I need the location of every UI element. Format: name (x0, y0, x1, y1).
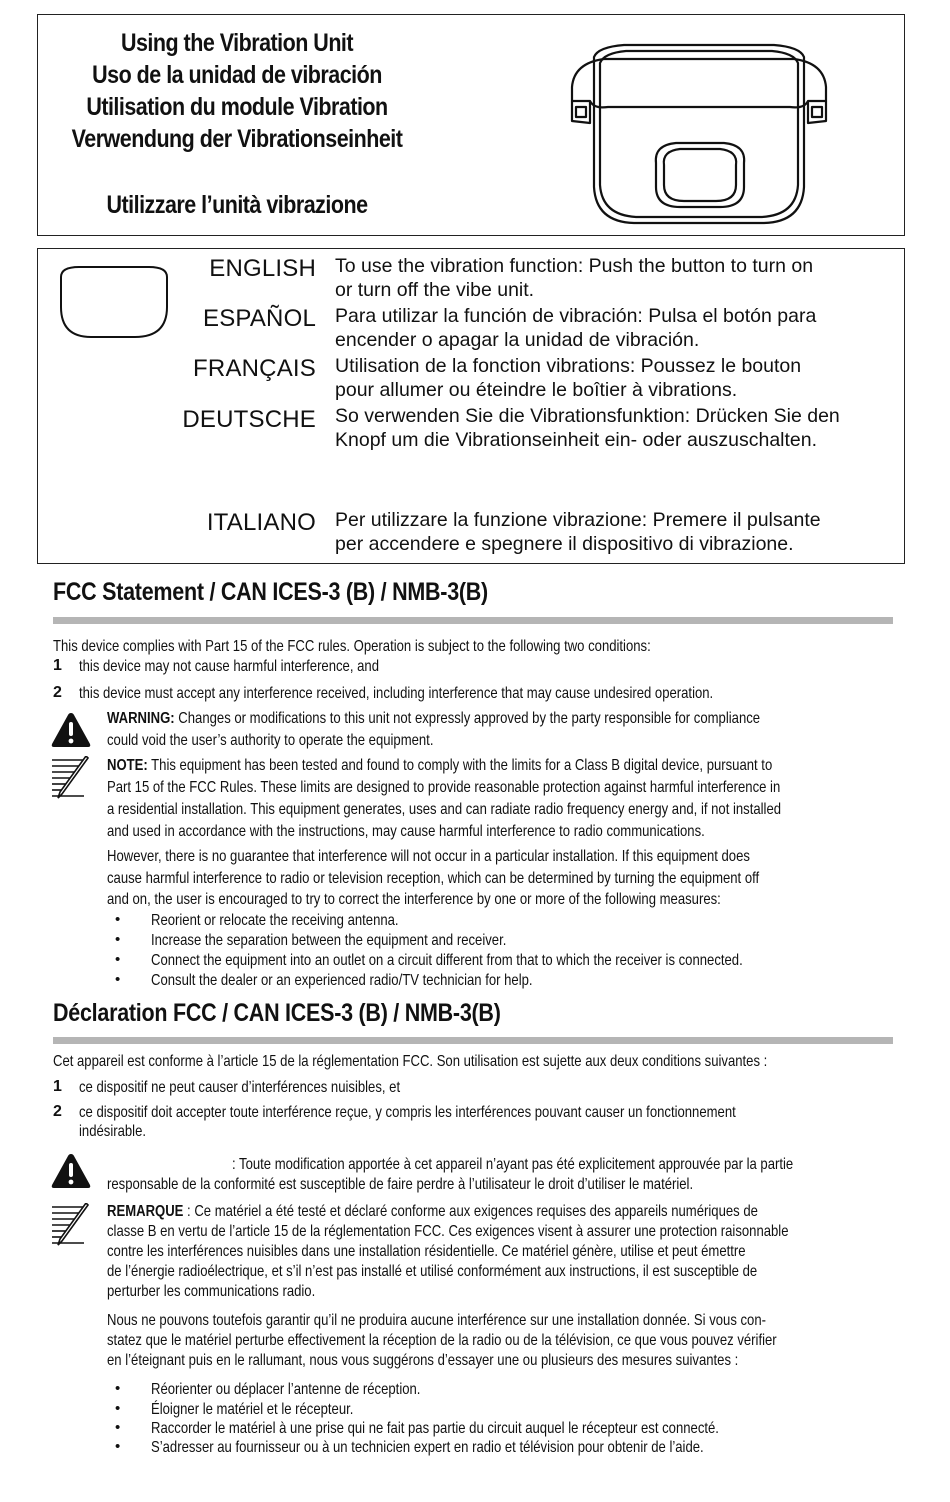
measure-item: S’adresser au fournisseur ou à un technicien expert en radio et télévision pour obtenir de l’aide. (151, 1439, 704, 1456)
condition-number: 2 (53, 1103, 62, 1120)
note-text-line: and on, the user is encouraged to try to correct the interference by one or more of the following measures: (107, 891, 721, 908)
warning-text-line: WARNING: Changes or modifications to this unit not expressly approved by the party responsible for compliance (107, 710, 761, 727)
note-text-line: However, there is no guarantee that interference will not occur in a particular installation. If this equipment does (107, 848, 750, 865)
measure-item: Reorient or relocate the receiving antenna. (151, 912, 399, 929)
note-text-line: and used in accordance with the instructions, may cause harmful interference to radio communications. (107, 823, 705, 840)
note-pencil-icon (50, 756, 92, 800)
measure-item: Consult the dealer or an experienced radio/TV technician for help. (151, 972, 533, 989)
title-german: Verwendung der Vibrationseinheit (71, 125, 403, 153)
bullet: • (115, 971, 121, 988)
warning-triangle-icon (50, 1152, 92, 1190)
bullet: • (115, 1380, 121, 1397)
condition-text: ce dispositif doit accepter toute interférence reçue, y compris les interférences pouvant causer un fonctionnement (79, 1104, 736, 1121)
title-italian: Utilizzare l’unità vibrazione (106, 191, 368, 219)
condition-number: 1 (53, 1078, 62, 1095)
fr-paragraph-line: statez que le matériel perturbe effectivement la réception de la radio ou de la télévision, ce que vous pouvez vérifier (107, 1332, 777, 1349)
measure-item: Increase the separation between the equipment and receiver. (151, 932, 507, 949)
lang-label-spanish: ESPAÑOL (203, 305, 316, 332)
language-instructions-box (37, 248, 905, 564)
condition-text: indésirable. (79, 1123, 147, 1140)
warning-triangle-icon (50, 711, 92, 749)
lang-text-spanish: Para utilizar la función de vibración: Pulsa el botón para encender o apagar la unidad de vibración. (335, 305, 817, 351)
note-text-line: Part 15 of the FCC Rules. These limits are designed to provide reasonable protection against harmful interference in (107, 779, 781, 796)
measure-item: Éloigner le matériel et le récepteur. (151, 1401, 354, 1418)
section-divider (53, 1037, 893, 1044)
note-pencil-icon (50, 1203, 92, 1247)
title-french: Utilisation du module Vibration (86, 93, 388, 121)
lang-text-english: To use the vibration function: Push the button to turn on or turn off the vibe unit. (335, 255, 814, 301)
fcc-fr-title: Déclaration FCC / CAN ICES-3 (B) / NMB-3(B) (53, 999, 501, 1027)
note-text-line: NOTE: This equipment has been tested and found to comply with the limits for a Class B digital device, pursuant to (107, 757, 773, 774)
note-text-line: cause harmful interference to radio or television reception, which can be determined by turning the equipment off (107, 870, 760, 887)
condition-text: this device must accept any interference received, including interference that may cause undesired operation. (79, 685, 714, 702)
section-divider (53, 617, 893, 624)
warning-text-line: could void the user’s authority to operate the equipment. (107, 732, 434, 749)
bullet: • (115, 911, 121, 928)
fcc-fr-intro: Cet appareil est conforme à l’article 15 de la réglementation FCC. Son utilisation est sujette aux deux conditions suivantes : (53, 1053, 768, 1070)
remark-text-line: classe B en vertu de l’article 15 de la réglementation FCC. Ces exigences visent à assurer une protection raisonnable (107, 1223, 789, 1240)
remark-text-line: de l’énergie radioélectrique, et s’il n’est pas installé et utilisé conformément aux instructions, il est susceptible de (107, 1263, 758, 1280)
fcc-title: FCC Statement / CAN ICES-3 (B) / NMB-3(B) (53, 578, 488, 606)
fr-paragraph-line: Nous ne pouvons toutefois garantir qu’il ne produira aucune interférence sur une installation donnée. Si vous con- (107, 1312, 766, 1329)
measure-item: Connect the equipment into an outlet on a circuit different from that to which the receiver is connected. (151, 952, 743, 969)
lang-label-french: FRANÇAIS (193, 355, 316, 382)
condition-number: 2 (53, 684, 62, 701)
warning-fr-text-line: responsable de la conformité est susceptible de faire perdre à l’utilisateur le droit d’utiliser le matériel. (107, 1176, 694, 1193)
title-spanish: Uso de la unidad de vibración (92, 61, 382, 89)
warning-fr-text-line: : Toute modification apportée à cet appareil n’ayant pas été explicitement approuvée par la partie (232, 1156, 794, 1173)
condition-number: 1 (53, 657, 62, 674)
fr-paragraph-line: en l’éteignant puis en le rallumant, nous vous suggérons d’essayer une ou plusieurs des mesures suivantes : (107, 1352, 739, 1369)
lang-label-italian: ITALIANO (206, 509, 316, 536)
remark-text-line: perturber les communications radio. (107, 1283, 316, 1300)
remark-text-line: contre les interférences nuisibles dans une installation résidentielle. Ce matériel génère, utilise et peut émettre (107, 1243, 746, 1260)
bullet: • (115, 1419, 121, 1436)
lang-text-german: So verwenden Sie die Vibrationsfunktion: Drücken Sie den Knopf um die Vibrationseinheit ein- oder auszuschalten. (335, 405, 840, 451)
bullet: • (115, 1438, 121, 1455)
fcc-intro: This device complies with Part 15 of the FCC rules. Operation is subject to the following two conditions: (53, 638, 651, 655)
button-illustration (55, 263, 171, 341)
lang-label-german: DEUTSCHE (182, 406, 316, 433)
title-english: Using the Vibration Unit (120, 29, 354, 57)
vibration-unit-illustration (564, 37, 832, 227)
lang-text-italian: Per utilizzare la funzione vibrazione: Premere il pulsante per accendere e spegnere il dispositivo di vibrazione. (335, 509, 821, 555)
condition-text: ce dispositif ne peut causer d’interférences nuisibles, et (79, 1079, 401, 1096)
remark-text-line: REMARQUE : Ce matériel a été testé et déclaré conforme aux exigences requises des appareils numériques de (107, 1203, 758, 1220)
bullet: • (115, 1400, 121, 1417)
lang-label-english: ENGLISH (209, 255, 316, 282)
title-box (37, 14, 905, 236)
note-text-line: a residential installation. This equipment generates, uses and can radiate radio frequency energy and, if not installed (107, 801, 782, 818)
bullet: • (115, 951, 121, 968)
measure-item: Réorienter ou déplacer l’antenne de réception. (151, 1381, 421, 1398)
bullet: • (115, 931, 121, 948)
lang-text-french: Utilisation de la fonction vibrations: Poussez le bouton pour allumer ou éteindre le boîtier à vibrations. (335, 355, 802, 401)
measure-item: Raccorder le matériel à une prise qui ne fait pas partie du circuit auquel le récepteur est connecté. (151, 1420, 719, 1437)
condition-text: this device may not cause harmful interference, and (79, 658, 379, 675)
